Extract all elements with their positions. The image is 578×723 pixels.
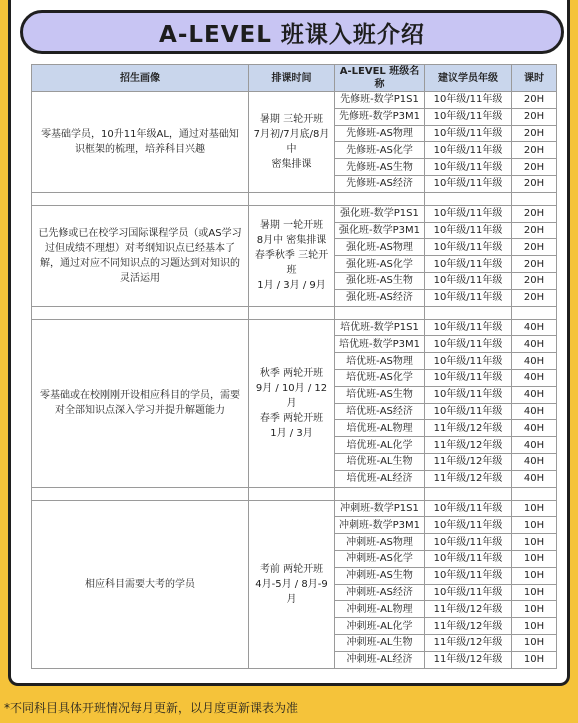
grade-cell: 11年级/12年级 [425, 470, 512, 487]
hours-cell: 10H [512, 584, 557, 601]
class-name-cell: 先修班-数学P1S1 [335, 92, 425, 109]
course-table [31, 64, 557, 669]
schedule-cell: 暑期 三轮开班 7月初/7月底/8月中 密集排课 [249, 92, 335, 193]
spacer-cell [425, 306, 512, 319]
class-name-cell: 强化班-AS化学 [335, 256, 425, 273]
spacer-cell [249, 487, 335, 500]
spacer-cell [512, 192, 557, 205]
group-spacer-row [32, 306, 557, 319]
hours-cell: 20H [512, 175, 557, 192]
header-profile: 招生画像 [32, 65, 249, 92]
grade-cell: 10年级/11年级 [425, 289, 512, 306]
class-name-cell: 培优班-AL物理 [335, 420, 425, 437]
header-class-name: A-LEVEL 班级名称 [335, 65, 425, 92]
grade-cell: 10年级/11年级 [425, 159, 512, 176]
class-name-cell: 培优班-AS生物 [335, 386, 425, 403]
grade-cell: 11年级/12年级 [425, 601, 512, 618]
class-name-cell: 先修班-AS物理 [335, 125, 425, 142]
class-name-cell: 强化班-数学P3M1 [335, 222, 425, 239]
hours-cell: 10H [512, 567, 557, 584]
grade-cell: 10年级/11年级 [425, 175, 512, 192]
grade-cell: 10年级/11年级 [425, 256, 512, 273]
header-schedule: 排课时间 [249, 65, 335, 92]
hours-cell: 40H [512, 319, 557, 336]
hours-cell: 20H [512, 272, 557, 289]
grade-cell: 10年级/11年级 [425, 222, 512, 239]
footer-note: *不同科目具体开班情况每月更新，以月度更新课表为准 [4, 701, 299, 715]
hours-cell: 20H [512, 205, 557, 222]
grade-cell: 10年级/11年级 [425, 319, 512, 336]
hours-cell: 40H [512, 336, 557, 353]
hours-cell: 10H [512, 517, 557, 534]
class-name-cell: 培优班-AL化学 [335, 437, 425, 454]
class-name-cell: 先修班-AS生物 [335, 159, 425, 176]
header-hours: 课时 [512, 65, 557, 92]
profile-cell: 相应科目需要大考的学员 [32, 500, 249, 668]
spacer-cell [512, 487, 557, 500]
grade-cell: 10年级/11年级 [425, 336, 512, 353]
hours-cell: 10H [512, 601, 557, 618]
hours-cell: 10H [512, 634, 557, 651]
grade-cell: 10年级/11年级 [425, 500, 512, 517]
grade-cell: 10年级/11年级 [425, 517, 512, 534]
class-name-cell: 先修班-AS经济 [335, 175, 425, 192]
spacer-cell [32, 192, 249, 205]
spacer-cell [335, 487, 425, 500]
hours-cell: 10H [512, 500, 557, 517]
grade-cell: 11年级/12年级 [425, 437, 512, 454]
class-name-cell: 强化班-数学P1S1 [335, 205, 425, 222]
hours-cell: 10H [512, 550, 557, 567]
grade-cell: 10年级/11年级 [425, 534, 512, 551]
grade-cell: 10年级/11年级 [425, 142, 512, 159]
grade-cell: 10年级/11年级 [425, 353, 512, 370]
hours-cell: 40H [512, 453, 557, 470]
class-name-cell: 冲刺班-AS生物 [335, 567, 425, 584]
class-name-cell: 培优班-AS经济 [335, 403, 425, 420]
grade-cell: 10年级/11年级 [425, 108, 512, 125]
grade-cell: 10年级/11年级 [425, 584, 512, 601]
class-name-cell: 培优班-AS物理 [335, 353, 425, 370]
table-header-row [32, 65, 557, 92]
hours-cell: 20H [512, 289, 557, 306]
class-name-cell: 先修班-数学P3M1 [335, 108, 425, 125]
hours-cell: 10H [512, 618, 557, 635]
hours-cell: 40H [512, 437, 557, 454]
hours-cell: 40H [512, 369, 557, 386]
hours-cell: 40H [512, 386, 557, 403]
spacer-cell [425, 192, 512, 205]
spacer-cell [249, 192, 335, 205]
hours-cell: 20H [512, 92, 557, 109]
class-name-cell: 冲刺班-AL物理 [335, 601, 425, 618]
grade-cell: 11年级/12年级 [425, 634, 512, 651]
grade-cell: 11年级/12年级 [425, 618, 512, 635]
hours-cell: 10H [512, 651, 557, 668]
hours-cell: 20H [512, 142, 557, 159]
hours-cell: 40H [512, 403, 557, 420]
spacer-cell [335, 306, 425, 319]
class-name-cell: 强化班-AS物理 [335, 239, 425, 256]
table-body [32, 92, 557, 669]
class-name-cell: 冲刺班-数学P3M1 [335, 517, 425, 534]
class-name-cell: 冲刺班-AS物理 [335, 534, 425, 551]
class-name-cell: 冲刺班-AL化学 [335, 618, 425, 635]
class-name-cell: 强化班-AS经济 [335, 289, 425, 306]
hours-cell: 20H [512, 125, 557, 142]
schedule-cell: 考前 两轮开班 4月-5月 / 8月-9月 [249, 500, 335, 668]
spacer-cell [249, 306, 335, 319]
hours-cell: 40H [512, 420, 557, 437]
table-row [32, 205, 557, 222]
spacer-cell [425, 487, 512, 500]
group-spacer-row [32, 487, 557, 500]
class-name-cell: 培优班-数学P3M1 [335, 336, 425, 353]
spacer-cell [335, 192, 425, 205]
grade-cell: 10年级/11年级 [425, 403, 512, 420]
grade-cell: 11年级/12年级 [425, 420, 512, 437]
profile-cell: 零基础学员，10升11年级AL，通过对基础知识框架的梳理，培养科目兴趣 [32, 92, 249, 193]
hours-cell: 20H [512, 108, 557, 125]
class-name-cell: 冲刺班-AS化学 [335, 550, 425, 567]
spacer-cell [32, 487, 249, 500]
grade-cell: 10年级/11年级 [425, 369, 512, 386]
hours-cell: 40H [512, 470, 557, 487]
hours-cell: 10H [512, 534, 557, 551]
class-name-cell: 冲刺班-AL生物 [335, 634, 425, 651]
grade-cell: 10年级/11年级 [425, 92, 512, 109]
class-name-cell: 培优班-数学P1S1 [335, 319, 425, 336]
spacer-cell [32, 306, 249, 319]
table-row [32, 319, 557, 336]
grade-cell: 10年级/11年级 [425, 125, 512, 142]
class-name-cell: 冲刺班-数学P1S1 [335, 500, 425, 517]
table-row [32, 500, 557, 517]
schedule-cell: 暑期 一轮开班 8月中 密集排课 春季秋季 三轮开班 1月 / 3月 / 9月 [249, 205, 335, 306]
header-grade: 建议学员年级 [425, 65, 512, 92]
table-row [32, 92, 557, 109]
grade-cell: 10年级/11年级 [425, 567, 512, 584]
grade-cell: 11年级/12年级 [425, 651, 512, 668]
hours-cell: 20H [512, 159, 557, 176]
class-name-cell: 强化班-AS生物 [335, 272, 425, 289]
group-spacer-row [32, 192, 557, 205]
class-name-cell: 冲刺班-AL经济 [335, 651, 425, 668]
class-name-cell: 培优班-AS化学 [335, 369, 425, 386]
hours-cell: 20H [512, 222, 557, 239]
class-name-cell: 培优班-AL生物 [335, 453, 425, 470]
class-name-cell: 先修班-AS化学 [335, 142, 425, 159]
schedule-cell: 秋季 两轮开班 9月 / 10月 / 12月 春季 两轮开班 1月 / 3月 [249, 319, 335, 487]
grade-cell: 10年级/11年级 [425, 239, 512, 256]
page-title: A-LEVEL 班课入班介绍 [20, 10, 564, 54]
spacer-cell [512, 306, 557, 319]
grade-cell: 11年级/12年级 [425, 453, 512, 470]
grade-cell: 10年级/11年级 [425, 550, 512, 567]
course-card [8, 0, 570, 686]
hours-cell: 20H [512, 239, 557, 256]
class-name-cell: 冲刺班-AS经济 [335, 584, 425, 601]
hours-cell: 20H [512, 256, 557, 273]
hours-cell: 40H [512, 353, 557, 370]
class-name-cell: 培优班-AL经济 [335, 470, 425, 487]
grade-cell: 10年级/11年级 [425, 386, 512, 403]
grade-cell: 10年级/11年级 [425, 205, 512, 222]
profile-cell: 已先修或已在校学习国际课程学员（或AS学习过但成绩不理想）对考纲知识点已经基本了解，通过对应不同知识点的习题达到对知识的灵活运用 [32, 205, 249, 306]
grade-cell: 10年级/11年级 [425, 272, 512, 289]
profile-cell: 零基础或在校刚刚开设相应科目的学员，需要对全部知识点深入学习并提升解题能力 [32, 319, 249, 487]
